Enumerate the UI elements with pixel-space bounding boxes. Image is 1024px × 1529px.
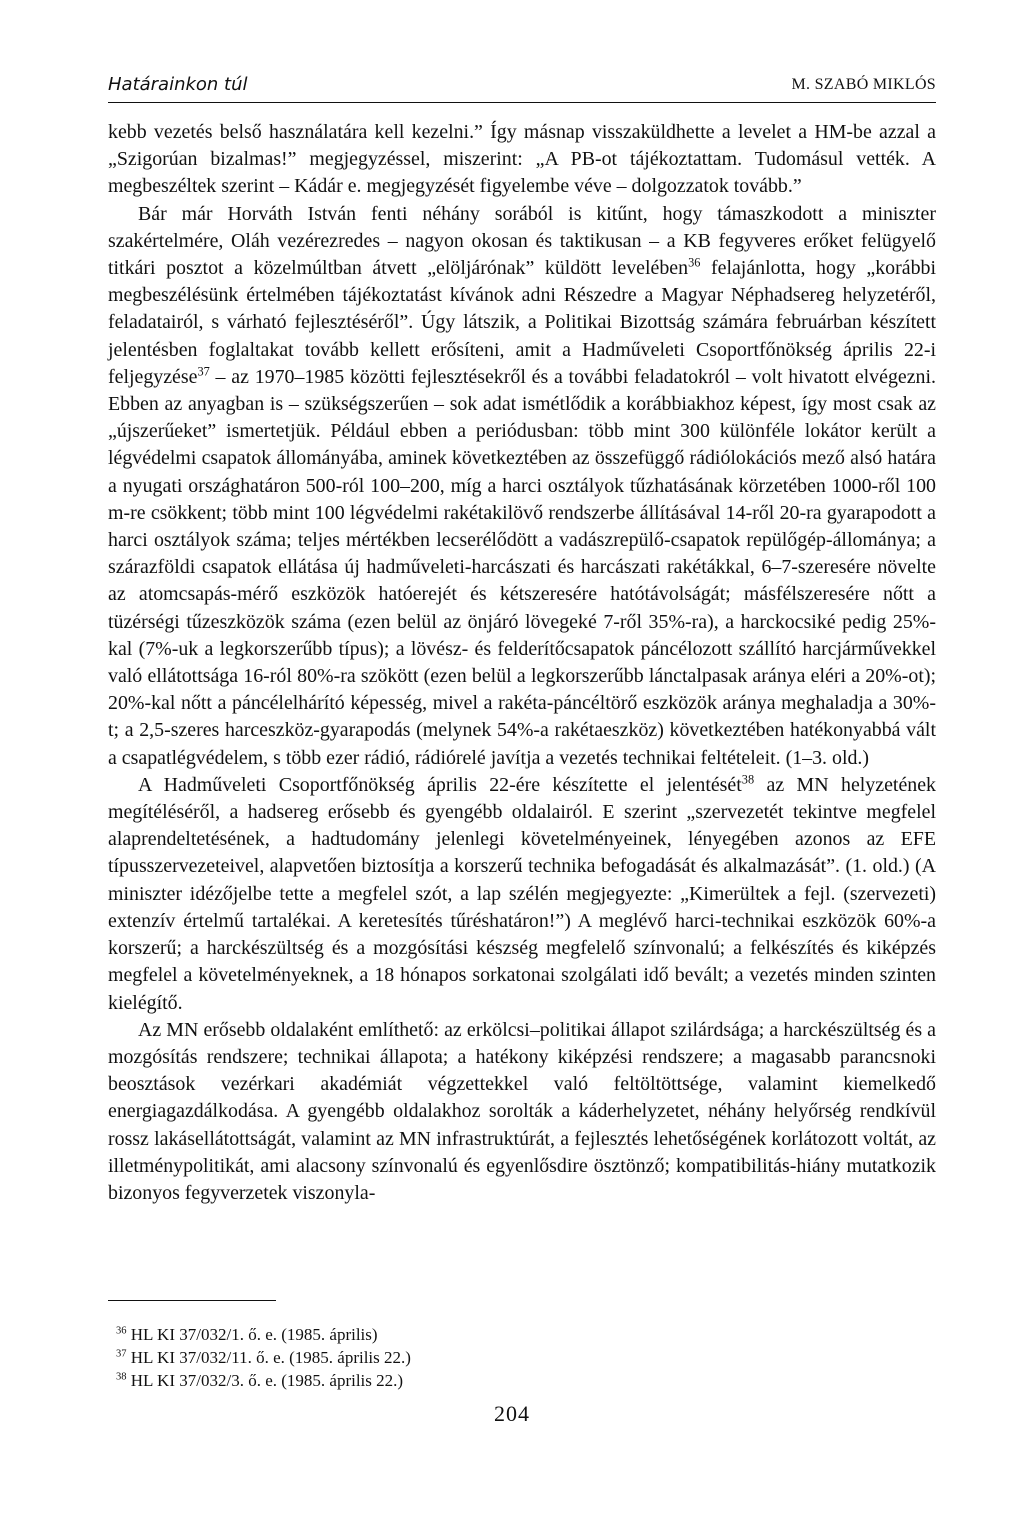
paragraph xyxy=(108,772,936,1017)
author-name: M. SZABÓ MIKLÓS xyxy=(791,76,936,93)
text-run: Bár már Horváth István fenti néhány sorából is kitűnt, hogy támaszkodott a miniszter szakértelmére, Oláh vezérezredes – nagyon okosan és taktikusan – a KB fegyveres erőket felügyelő titkári posztot a közelmúltban átvett „elöljárónak” küldött levelében xyxy=(108,202,936,280)
footnote-text: HL KI 37/032/1. ő. e. (1985. április) xyxy=(130,1325,378,1344)
paragraph: Az MN erősebb oldalaként említhető: az erkölcsi–politikai állapot szilárdsága; a harckészültség és a mozgósítás rendszere; technikai állapota; a hatékony kiképzési rendszere; a magasabb parancsnoki beosztások vezérkari akadémiát végzettekkel való feltöltöttsége, valamint kiemelkedő energiagazdálkodása. A gyengébb oldalakhoz sorolták a káderhelyzetet, néhány helyőrség rendkívül rossz lakásellátottságát, valamint az MN infrastruktúrát, a fejlesztés lehetőségének korlátozott voltát, az illetménypolitikát, ami alacsony színvonalú és egyenlősdire ösztönző; kompatibilitás-hiány mutatkozik bizonyos fegyverzetek viszonyla- xyxy=(108,1018,936,1204)
paragraph: kebb vezetés belső használatára kell kezelni.” Így másnap visszaküldhette a levelet a HM-be azzal a „Szigorúan bizalmas!” megjegyzéssel, miszerint: „A PB-ot tájékoztattam. Tudomásul vették. A megbeszéltek szerint – Kádár e. megjegyzését figyelembe véve – dolgozzatok tovább.” xyxy=(108,121,936,198)
running-header xyxy=(108,74,936,103)
footnote-text: HL KI 37/032/11. ő. e. (1985. április 22.) xyxy=(130,1348,411,1367)
footnotes xyxy=(108,1323,936,1392)
footnote-number: 36 xyxy=(116,1325,127,1337)
footnote-number: 37 xyxy=(116,1348,127,1360)
footnote-text: HL KI 37/032/3. ő. e. (1985. április 22.) xyxy=(130,1371,404,1390)
footnote-ref: 37 xyxy=(197,364,210,379)
text-run: – az 1970–1985 közötti fejlesztésekről és a további feladatokról – volt hivatott elvégezni. Ebben az anyagban is – szükségszerűen – sok adat ismétlődik a korábbiakhoz képest, így most csak az „újszerűeket” ismertetjük. Például ebben a periódusban: több mint 300 különféle lokátor került a légvédelmi csapatok állományába, aminek következtében az összefüggő rádiólokációs mező alsó határa a nyugati országhatáron 500-ról 100–200, míg a harci osztályok tűzhatásának körzetében 1000-ről 100 m-re csökkent; több mint 100 légvédelmi rakétakilövő rendszerbe állításával 14-ről 20-ra gyarapodott a harci osztályok száma; teljes mértékben lecserélődött a vadászrepülő-csapatok repülőgép-állománya; a szárazföldi csapatok ellátása új hadműveleti-harcászati és harcászati rakétákkal, 6–7-szeresére növelte az atomcsapás-mérő eszközök hatóerejét és kétszeresére hatótávolságát; másfélszeresére nőtt a tüzérségi tűzeszközök száma (ezen belül az önjáró lövegeké 7-ről 35%-ra), a harckocsiké pedig 25%-kal (7%-uk a legkorszerűbb típus); a lövész- és felderítőcsapatok páncélozott szállító harcjárművekkel való ellátottsága 16-ról 80%-ra szökött (ezen belül a legkorszerűbb lánctalpasak aránya eléri a 20%-ot); 20%-kal nőtt a páncélelhárító képesség, mivel a rakéta-páncéltörő eszközök aránya meghaladja a 30%-t; a 2,5-szeres harceszköz-gyarapodás (melynek 54%-a rakétaeszköz) következtében hatékonyabbá vált a csapatlégvédelem, s több ezer rádió, rádiórelé javítja a vezetés technikai feltételeit. (1–3. old.) xyxy=(108,365,936,769)
section-title: Határainkon túl xyxy=(108,74,248,95)
footnote xyxy=(108,1346,936,1369)
text-run: az MN helyzetének megítéléséről, a hadsereg erősebb és gyengébb oldalairól. E szerint „szervezetét tekintve megfelel alaprendeltetésének, a hadtudomány jelenlegi követelményeinek, lényegében azonos az EFE típusszervezeteivel, alapvetően biztosítja a korszerű technika befogadását és alkalmazását”. (1. old.) (A miniszter idézőjelbe tette a megfelel szót, a lap szélén megjegyezte: „Kimerültek a fejl. (szervezeti) extenzív értelmű tartalékai. A keretesítés tűréshatáron!”) A meglévő harci-technikai eszközök 60%-a korszerű; a harckészültség és a mozgósítási készség megfelelő színvonalú; a felkészítés és kiképzés megfelel a követelményeknek, a 18 hónapos sorkatonai szolgálati idő bevált; a vezetés minden szinten kielégítő. xyxy=(108,773,936,1014)
footnote-ref: 38 xyxy=(741,772,755,787)
page-number: 204 xyxy=(494,1401,530,1426)
footnote-separator xyxy=(108,1300,276,1301)
footnote xyxy=(108,1323,936,1346)
text-run: A Hadműveleti Csoportfőnökség április 22-ére készítette el jelentését xyxy=(138,773,742,796)
text-run: felajánlotta, hogy „korábbi megbeszélésünk értelmében tájékoztatást kívánok adni Részedre a Magyar Néphadsereg helyzetéről, feladatairól, s várható fejlesztéséről”. Úgy látszik, a Politikai Bizottság számára februárban készített jelentésben foglaltakat tovább kellett erősíteni, amit a Hadműveleti Csoportfőnökség április 22-i feljegyzése xyxy=(108,257,936,388)
footnote-number: 38 xyxy=(116,1371,127,1383)
footnote-ref: 36 xyxy=(688,255,701,270)
footnote xyxy=(108,1369,936,1392)
main-text xyxy=(108,119,936,1207)
paragraph xyxy=(108,201,936,772)
